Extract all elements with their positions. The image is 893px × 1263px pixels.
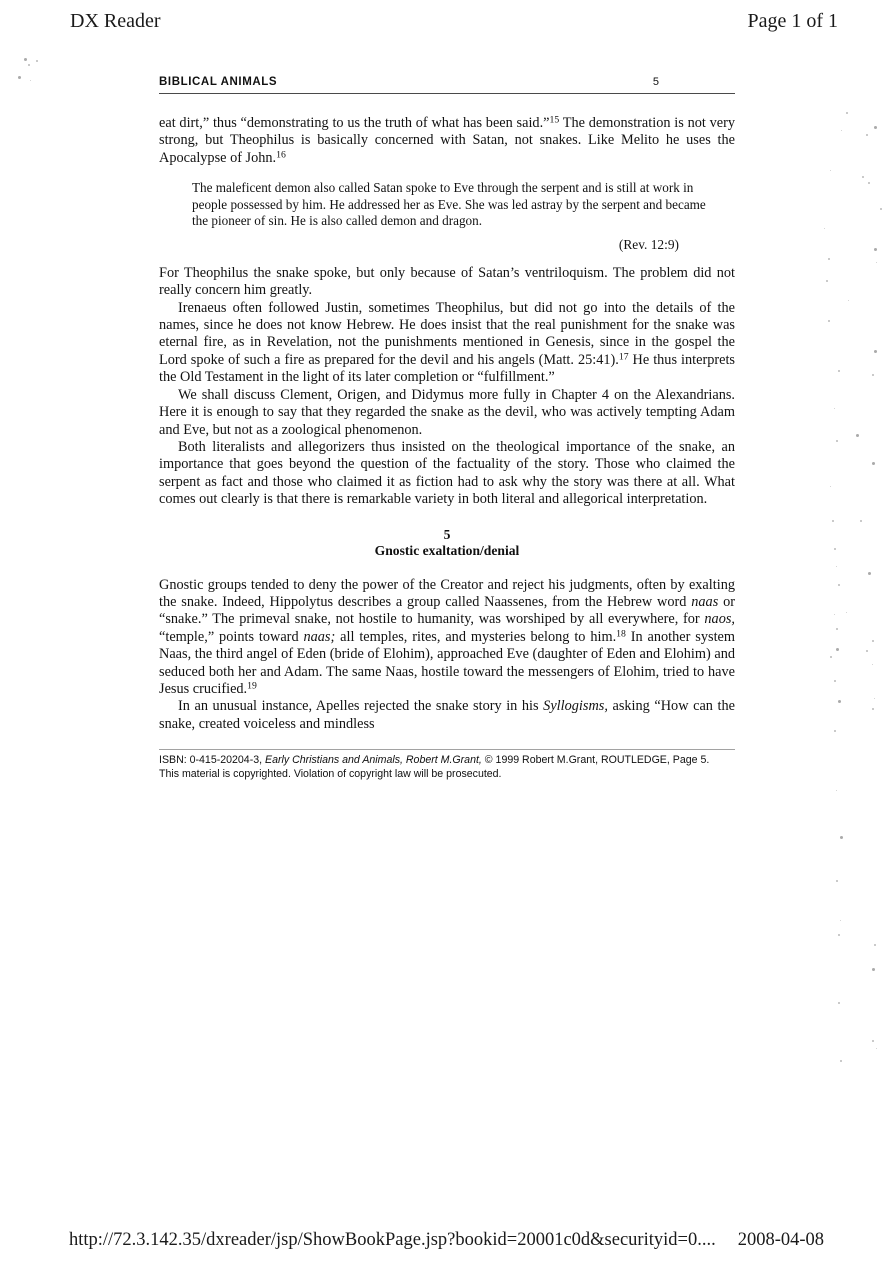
page-folio-number: 5 (652, 76, 659, 88)
block-quote (192, 180, 719, 254)
paragraph-theophilus: For Theophilus the snake spoke, but only because of Satan’s ventriloquism. The problem did not really concern him greatly. (159, 264, 735, 299)
running-head-divider (159, 93, 735, 94)
spacer (159, 509, 735, 527)
scanned-page (0, 46, 893, 1206)
spacer (159, 559, 735, 577)
block-quote-citation: (Rev. 12:9) (618, 237, 679, 253)
section-title: Gnostic exaltation/denial (374, 542, 520, 558)
paragraph-apelles: In an unusual instance, Apelles rejected the snake story in his Syllogisms, asking “How can the snake, created voiceless and mindless (159, 698, 735, 732)
app-title: DX Reader (70, 10, 161, 32)
copyright-line-isbn: ISBN: 0-415-20204-3, Early Christians and Animals, Robert M.Grant, © 1999 Robert M.Grant, ROUTLEDGE, Page 5. (159, 754, 710, 767)
print-date: 2008-04-08 (737, 1230, 825, 1250)
spacer (159, 254, 735, 265)
running-head (159, 76, 735, 93)
page-content (159, 76, 735, 782)
section-number: 5 (443, 526, 451, 542)
copyright-line-warning: This material is copyrighted. Violation of copyright law will be prosecuted. (159, 768, 502, 781)
paragraph-irenaeus: Irenaeus often followed Justin, sometimes Theophilus, but did not go into the details of the names, since he does not know Hebrew. He does insist that the real punishment for the snake was eternal fire, as in Revelation, not the punishments mentioned in Genesis, since in the gospel the Lord spoke of such a fire as prepared for the devil and his angels (Matt. 25:41).$^{17}$ He thus interprets the Old Testament in the light of its later completion or “fulfillment.” (159, 299, 735, 386)
browser-print-footer (0, 1216, 893, 1263)
paragraph-literalists: Both literalists and allegorizers thus insisted on the theological importance of the snake, an importance that goes beyond the question of the factuality of the story. Those who claimed the serpent as fact and those who claimed it as fiction had to ask why the story was there at all. What comes out clearly is that there is remarkable variety in both literal and allegorical interpretation. (159, 438, 735, 508)
paragraph-continued: eat dirt,” thus “demonstrating to us the truth of what has been said.”$^{15}$ The demonstration is not very strong, but Theophilus is basically concerned with Satan, not snakes. Like Melito he uses the Apocalypse of John.$^{16}$ (159, 114, 735, 166)
running-head-title: BIBLICAL ANIMALS (159, 76, 278, 88)
block-quote-text: The maleficent demon also called Satan spoke to Eve through the serpent and is still at work in people possessed by him. He addressed her as Eve. She was led astray by the serpent and became the pioneer of sin. He is also called demon and dragon. (192, 180, 706, 229)
paragraph-alexandrians: We shall discuss Clement, Origen, and Didymus more fully in Chapter 4 on the Alexandrians. Here it is enough to say that they regarded the snake as the devil, who was actively tempting Adam and Eve, but not as a zoological phenomenon. (159, 386, 735, 438)
paragraph-gnostic-groups: Gnostic groups tended to deny the power of the Creator and reject his judgments, often by exalting the snake. Indeed, Hippolytus describes a group called Naassenes, from the Hebrew word naas or “snake.” The primeval snake, not hostile to humanity, was worshiped by all everywhere, for naos, “temple,” points toward naas; all temples, rites, and mysteries belong to him.$^{18}$ In another system Naas, the third angel of Eden (bride of Elohim), approached Eve (daughter of Eden and Elohim) and seduced both her and Adam. The same Naas, hostile toward the messengers of Elohim, tried to have Jesus crucified.$^{19}$ (159, 576, 736, 697)
copyright-divider (159, 749, 735, 750)
page-indicator: Page 1 of 1 (747, 10, 838, 32)
copyright-notice (159, 750, 735, 781)
browser-print-header (0, 0, 893, 46)
page-url: http://72.3.142.35/dxreader/jsp/ShowBookPage.jsp?bookid=20001c0d&securityid=0.... (68, 1230, 716, 1250)
section-heading (159, 527, 735, 559)
